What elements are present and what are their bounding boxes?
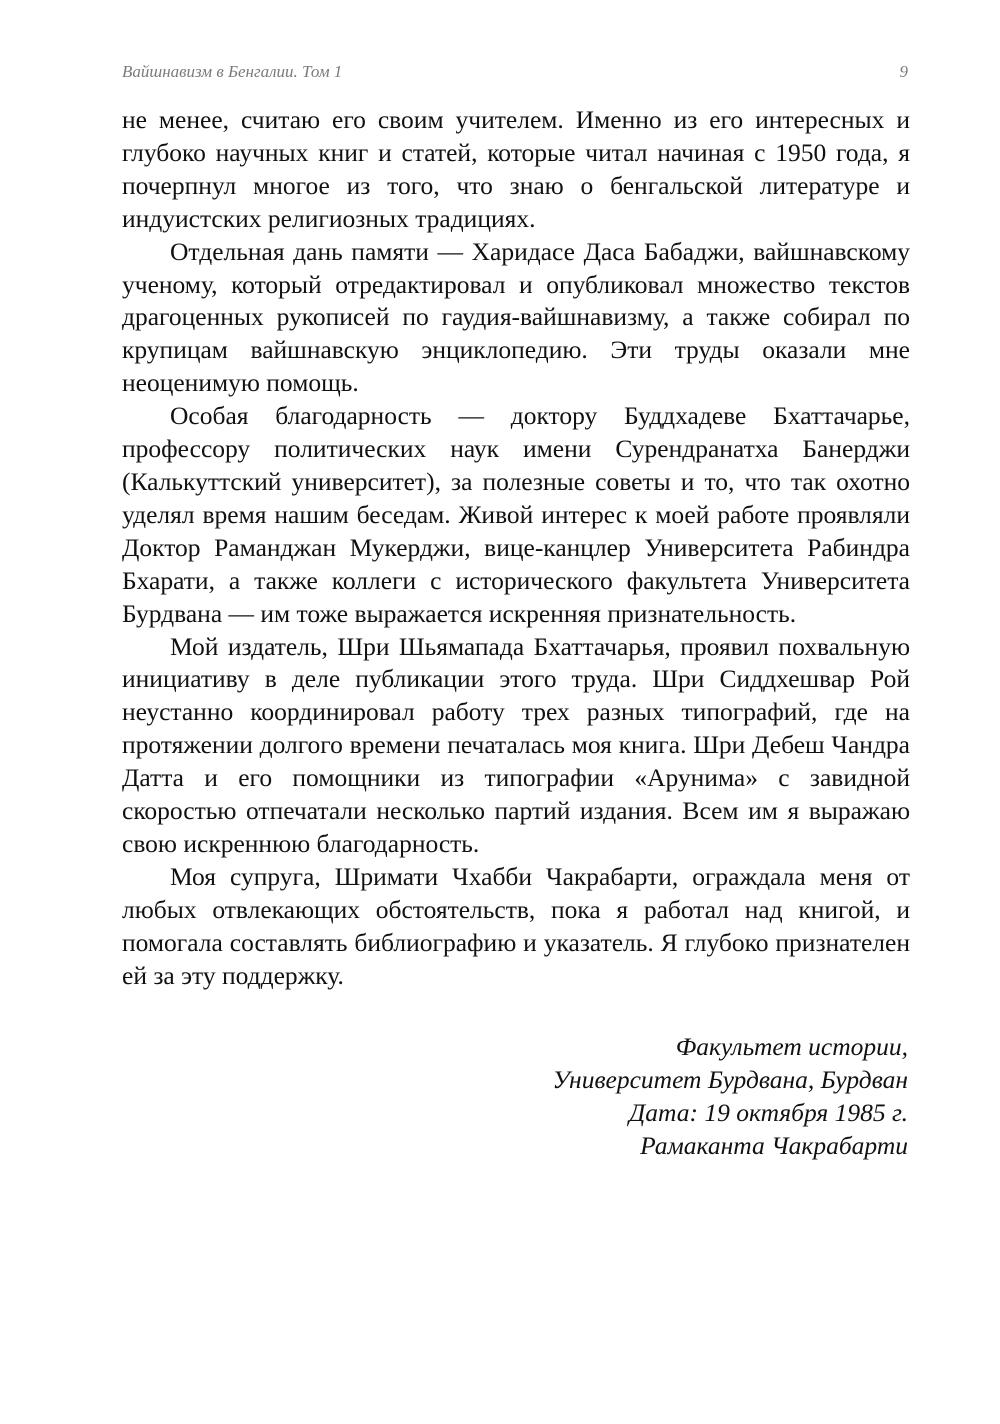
signature-block <box>553 1030 908 1162</box>
paragraph-haridas: Отдельная дань памяти — Харидасе Даса Бабаджи, вайшнавскому ученому, который отредактировал и опубликовал множество текстов драгоценных рукописей по гаудия-вайшнавизму, а также собирал по крупицам вайшнавскую энциклопедию. Эти труды оказали мне неоценимую помощь. <box>122 236 910 398</box>
page-number: 9 <box>899 62 908 81</box>
paragraph-buddhadeva: Особая благодарность — доктору Буддхадеве Бхаттачарье, профессору политических наук имени Сурендранатха Банерджи (Калькуттский университет), за полезные советы и то, что так охотно уделял время нашим беседам. Живой интерес к моей работе проявляли Доктор Раманджан Мукерджи, вице-канцлер Университета Рабиндра Бхарати, а также коллеги с исторического факультета Университета Бурдвана — им тоже выражается искренняя признательность. <box>122 401 910 628</box>
signature-university: Университет Бурдвана, Бурдван <box>552 1065 908 1094</box>
running-header <box>122 62 908 88</box>
signature-author: Рамаканта Чакрабарти <box>640 1131 908 1160</box>
paragraph-publisher: Мой издатель, Шри Шьямапада Бхаттачарья, проявил похвальную инициативу в деле публикации этого труда. Шри Сиддхешвар Рой неустанно координировал работу трех разных типографий, где на протяжении долгого времени печаталась моя книга. Шри Дебеш Чандра Датта и его помощники из типографии «Арунима» с завидной скоростью отпечатали несколько партий издания. Всем им я выражаю свою искреннюю благодарность. <box>122 631 910 858</box>
signature-date: Дата: 19 октября 1985 г. <box>629 1098 908 1127</box>
paragraph-continued: не менее, считаю его своим учителем. Именно из его интересных и глубоко научных книг и статей, которые читал начиная с 1950 года, я почерпнул многое из того, что знаю о бенгальской литературе и индуистских религиозных традициях. <box>122 105 910 233</box>
paragraph-spouse: Моя супруга, Шримати Чхабби Чакрабарти, ограждала меня от любых отвлекающих обстоятельств, пока я работал над книгой, и помогала составлять библиографию и указатель. Я глубоко признателен ей за эту поддержку. <box>122 861 910 990</box>
signature-department: Факультет истории, <box>675 1032 908 1061</box>
body-text <box>122 104 910 992</box>
book-title-header: Вайшнавизм в Бенгалии. Том 1 <box>122 62 343 81</box>
